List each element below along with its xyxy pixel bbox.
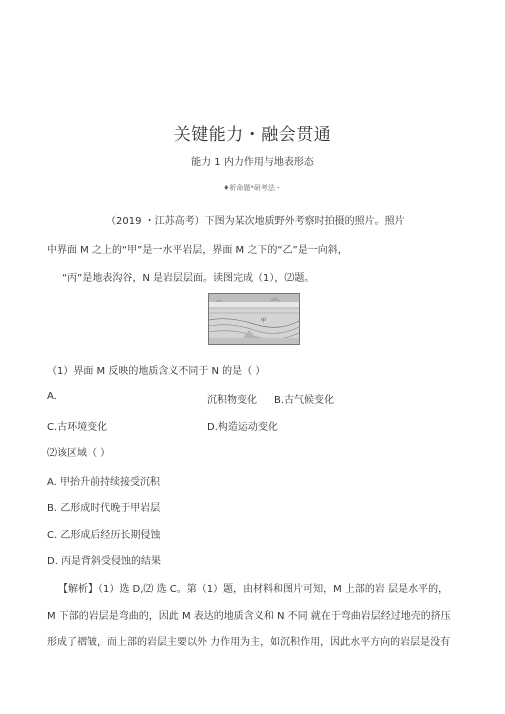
q2-option-c: C. 乙形成后经历长期侵蚀	[47, 530, 161, 541]
q1-stem: （1）界面 M 反映的地质含义不同于 N 的是（ ）	[47, 366, 266, 377]
q1-option-c: C.古环境变化	[47, 422, 108, 433]
q1-option-a-text: 沉积物变化	[207, 395, 257, 406]
field-photo	[208, 293, 300, 345]
analysis-line-3: 形成了褶皱，而上部的岩层主要以外 力作用为主，如沉积作用，因此水平方向的岩层是没有	[47, 637, 451, 648]
rock-strata-image	[209, 294, 299, 344]
q1-option-d: D.构造运动变化	[207, 422, 278, 433]
section-subtitle: 能力 1 内力作用与地表形态	[191, 157, 314, 168]
analysis-line-1: 【解析】（1）选 D,⑵ 选 C。第（1）题，由材料和图片可知，M 上部的岩 层是水平的，	[58, 584, 449, 595]
photo-label-jia: 甲	[261, 318, 267, 324]
question-intro-line-1: （2019 ・江苏高考）下图为某次地质野外考察时拍摄的照片。照片	[106, 216, 405, 227]
q2-option-a: A. 甲抬升前持续接受沉积	[47, 477, 161, 488]
section-tag: ♦析命题*研考法・	[223, 184, 282, 192]
question-intro-line-2: 中界面 M 之上的“甲”是一水平岩层，界面 M 之下的“乙”是一向斜，	[47, 245, 348, 256]
analysis-line-2: M 下部的岩层是弯曲的，因此 M 表达的地质含义和 N 不同 就在于弯曲岩层经过地壳的挤压	[47, 611, 451, 622]
q2-stem: ⑵该区域（ ）	[47, 448, 111, 459]
q1-option-b: B.古气候变化	[274, 395, 335, 406]
question-intro-line-3: “丙”是地表沟谷，N 是岩层层面。读图完成（1），⑵题。	[62, 273, 315, 284]
q2-option-b: B. 乙形成时代晚于甲岩层	[47, 503, 161, 514]
q1-option-a: A.	[47, 391, 57, 402]
q2-option-d: D. 丙是背斜受侵蚀的结果	[47, 556, 162, 567]
page-title: 关键能力・融会贯通	[173, 125, 332, 145]
